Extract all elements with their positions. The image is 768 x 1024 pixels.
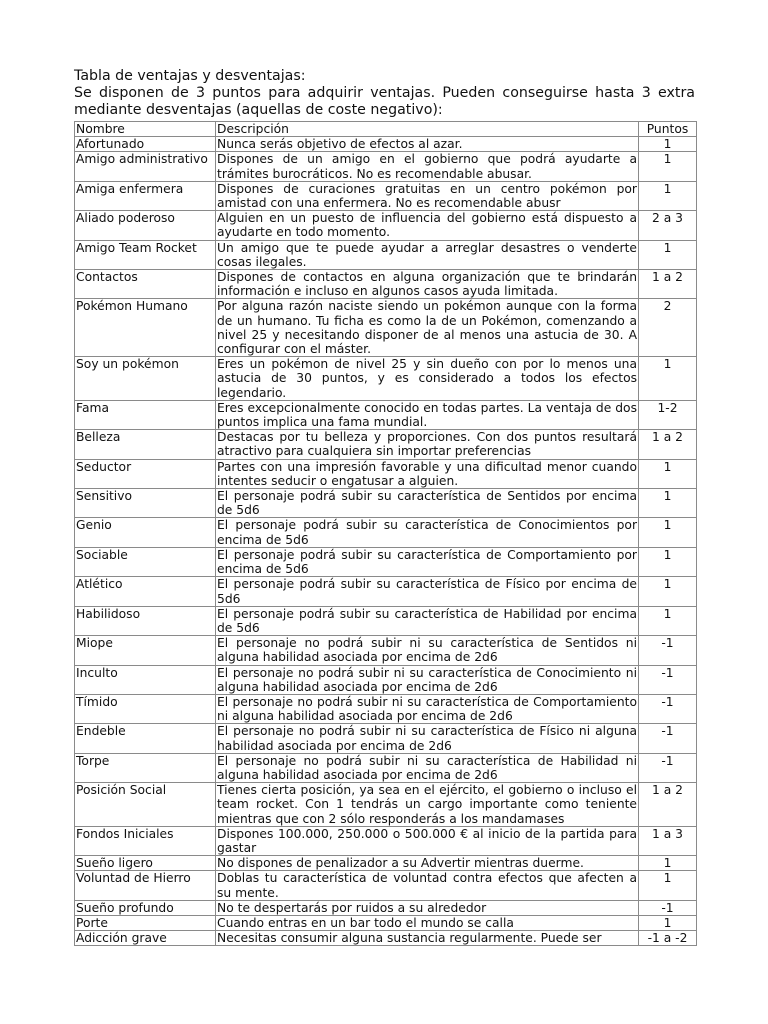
table-row [75, 665, 697, 694]
cell-name: Posición Social [75, 783, 216, 827]
cell-name: Soy un pokémon [75, 357, 216, 401]
cell-description: Dispones de curaciones gratuitas en un centro pokémon por amistad con una enfermera. No es recomendable abusr [217, 181, 637, 211]
cell-name: Sensitivo [75, 489, 216, 518]
cell-name: Sociable [75, 547, 216, 576]
table-row [75, 299, 697, 357]
header-puntos: Puntos [639, 122, 697, 137]
cell-name: Fondos Iniciales [75, 826, 216, 855]
cell-points: -1 [639, 900, 697, 915]
cell-description: El personaje no podrá subir ni su característica de Habilidad ni alguna habilidad asociada por encima de 2d6 [217, 753, 637, 782]
cell-name: Miope [75, 636, 216, 665]
cell-description: Dispones de contactos en alguna organización que te brindarán información e incluso en algunos casos ayuda limitada. [217, 270, 637, 299]
table-row [75, 547, 697, 576]
table-row [75, 636, 697, 665]
intro-paragraph: Se disponen de 3 puntos para adquirir ventajas. Pueden conseguirse hasta 3 extra mediante desventajas (aquellas de coste negativo): [74, 85, 695, 118]
cell-points: -1 [639, 694, 697, 723]
table-row [75, 931, 697, 946]
cell-description: Eres excepcionalmente conocido en todas partes. La ventaja de dos puntos implica una fama mundial. [217, 400, 637, 430]
table-row [75, 357, 697, 401]
cell-points: 1 a 2 [639, 270, 697, 299]
cell-description: Doblas tu característica de voluntad contra efectos que afecten a su mente. [217, 871, 637, 900]
cell-description: Eres un pokémon de nivel 25 y sin dueño con por lo menos una astucia de 30 puntos, y es considerado a todos los efectos legendario. [217, 357, 637, 400]
table-row [75, 753, 697, 782]
cell-points: 1 [639, 152, 697, 181]
cell-name: Sueño profundo [75, 900, 216, 915]
cell-description: Tienes cierta posición, ya sea en el ejército, el gobierno o incluso el team rocket. Con 1 tendrás un cargo importante como teniente mientras que con 2 sólo responderás a los mandamases [217, 783, 637, 826]
cell-points: 1 [639, 915, 697, 930]
cell-points: 1 [639, 240, 697, 269]
table-row [75, 459, 697, 488]
cell-name: Atlético [75, 577, 216, 606]
table-row [75, 518, 697, 547]
cell-name: Habilidoso [75, 606, 216, 635]
cell-description: El personaje no podrá subir ni su característica de Comportamiento ni alguna habilidad asociada por encima de 2d6 [217, 694, 637, 724]
cell-name: Adicción grave [75, 931, 216, 946]
table-row [75, 606, 697, 635]
table-row [75, 826, 697, 855]
table-row [75, 871, 697, 900]
table-row [75, 181, 697, 210]
cell-points: -1 [639, 724, 697, 753]
cell-description: Partes con una impresión favorable y una dificultad menor cuando intentes seducir o engatusar a alguien. [217, 459, 637, 488]
cell-description: El personaje no podrá subir ni su característica de Físico ni alguna habilidad asociada por encima de 2d6 [217, 724, 637, 753]
intro-text [74, 68, 695, 119]
cell-description: No dispones de penalizador a su Advertir mientras duerme. [216, 856, 639, 871]
cell-points: 1 [639, 871, 697, 900]
cell-points: 1 a 2 [639, 430, 697, 459]
cell-name: Amigo administrativo [75, 152, 216, 181]
cell-description: El personaje podrá subir su característica de Habilidad por encima de 5d6 [217, 606, 637, 635]
cell-name: Afortunado [75, 137, 216, 152]
cell-points: 1-2 [639, 400, 697, 429]
cell-points: 1 [639, 577, 697, 606]
cell-name: Pokémon Humano [75, 299, 216, 357]
cell-points: 1 [639, 856, 697, 871]
table-row [75, 270, 697, 299]
document-page [74, 68, 695, 946]
document-title: Tabla de ventajas y desventajas: [74, 68, 306, 84]
table-row [75, 856, 697, 871]
cell-name: Contactos [75, 270, 216, 299]
table-header-row [75, 122, 697, 137]
cell-description: El personaje podrá subir su característica de Conocimientos por encima de 5d6 [217, 518, 637, 547]
cell-description: El personaje no podrá subir ni su característica de Sentidos ni alguna habilidad asociada por encima de 2d6 [217, 636, 637, 665]
cell-name: Porte [75, 915, 216, 930]
table-row [75, 489, 697, 518]
cell-points: 1 [639, 357, 697, 401]
table-row [75, 430, 697, 459]
cell-points: 1 [639, 606, 697, 635]
cell-name: Voluntad de Hierro [75, 871, 216, 900]
cell-name: Amigo Team Rocket [75, 240, 216, 269]
cell-points: 1 [639, 547, 697, 576]
table-row [75, 915, 697, 930]
cell-name: Genio [75, 518, 216, 547]
cell-points: 1 a 2 [639, 783, 697, 827]
cell-name: Fama [75, 400, 216, 429]
cell-description: Destacas por tu belleza y proporciones. Con dos puntos resultará atractivo para cualquiera sin importar preferencias [217, 430, 637, 459]
cell-name: Tímido [75, 694, 216, 723]
cell-points: -1 [639, 636, 697, 665]
table-row [75, 900, 697, 915]
cell-points: 1 [639, 459, 697, 488]
cell-points: -1 [639, 665, 697, 694]
cell-points: 1 [639, 181, 697, 210]
table-row [75, 400, 697, 429]
table-row [75, 240, 697, 269]
cell-name: Torpe [75, 753, 216, 782]
cell-name: Amiga enfermera [75, 181, 216, 210]
cell-name: Inculto [75, 665, 216, 694]
cell-points: 2 [639, 299, 697, 357]
cell-points: 1 a 3 [639, 826, 697, 855]
cell-description: Alguien en un puesto de influencia del gobierno está dispuesto a ayudarte en todo momento. [217, 211, 637, 240]
cell-points: -1 [639, 753, 697, 782]
cell-description: Necesitas consumir alguna sustancia regularmente. Puede ser [216, 931, 639, 946]
cell-description: Dispones de un amigo en el gobierno que podrá ayudarte a trámites burocráticos. No es recomendable abusar. [217, 152, 637, 181]
cell-description: Por alguna razón naciste siendo un pokémon aunque con la forma de un humano. Tu ficha es como la de un Pokémon, comenzando a nivel 25 y necesitando disponer de al menos una astucia de 30. A configurar con el máster. [217, 299, 637, 357]
cell-description: Un amigo que te puede ayudar a arreglar desastres o venderte cosas ilegales. [217, 240, 637, 269]
cell-description: El personaje podrá subir su característica de Físico por encima de 5d6 [217, 577, 637, 606]
cell-description: Dispones 100.000, 250.000 o 500.000 € al inicio de la partida para gastar [217, 826, 637, 855]
advantages-table [74, 121, 697, 946]
table-row [75, 137, 697, 152]
cell-description: El personaje no podrá subir ni su característica de Conocimiento ni alguna habilidad asociada por encima de 2d6 [217, 665, 637, 694]
cell-name: Belleza [75, 430, 216, 459]
header-descripcion: Descripción [216, 122, 639, 137]
table-row [75, 152, 697, 181]
cell-points: 1 [639, 518, 697, 547]
table-row [75, 211, 697, 240]
table-row [75, 577, 697, 606]
table-row [75, 694, 697, 723]
cell-description: El personaje podrá subir su característica de Comportamiento por encima de 5d6 [217, 547, 637, 577]
cell-name: Sueño ligero [75, 856, 216, 871]
cell-points: 2 a 3 [639, 211, 697, 240]
cell-points: 1 [639, 137, 697, 152]
cell-points: -1 a -2 [639, 931, 697, 946]
cell-name: Aliado poderoso [75, 211, 216, 240]
cell-description: El personaje podrá subir su característica de Sentidos por encima de 5d6 [217, 489, 637, 518]
cell-name: Seductor [75, 459, 216, 488]
table-row [75, 783, 697, 827]
cell-name: Endeble [75, 724, 216, 753]
cell-description: Nunca serás objetivo de efectos al azar. [216, 137, 639, 152]
cell-points: 1 [639, 489, 697, 518]
table-row [75, 724, 697, 753]
header-nombre: Nombre [75, 122, 216, 137]
cell-description: Cuando entras en un bar todo el mundo se calla [216, 915, 639, 930]
cell-description: No te despertarás por ruidos a su alrededor [216, 900, 639, 915]
